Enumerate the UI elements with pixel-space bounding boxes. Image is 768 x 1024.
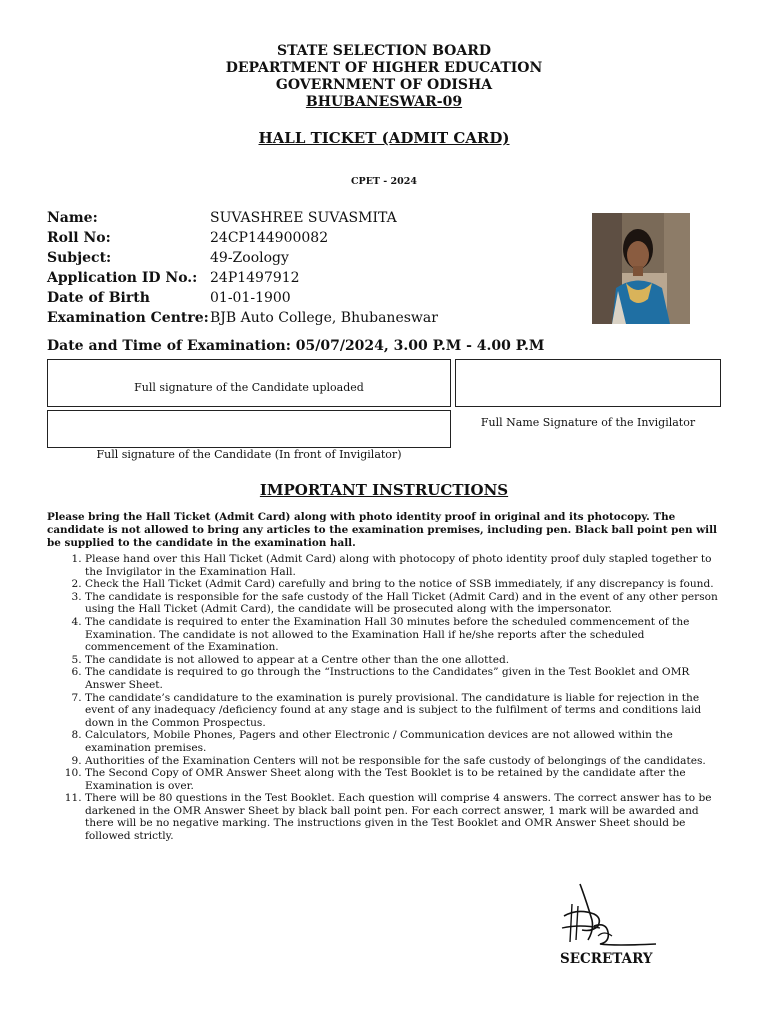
list-item: 7. The candidate’s candidature to the examination is purely provisional. The candidature is liable for rejection in the event of any inadequacy /deficiency found at any stage and is subject to the fulfilment of terms and conditions laid down in the Common Prospectus. bbox=[85, 692, 725, 730]
field-value: 24CP144900082 bbox=[210, 230, 329, 246]
info-row-dob bbox=[47, 288, 438, 308]
list-item: 2. Check the Hall Ticket (Admit Card) carefully and bring to the notice of SSB immediately, if any discrepancy is found. bbox=[85, 578, 725, 591]
field-value: 24P1497912 bbox=[210, 270, 300, 286]
field-label: Examination Centre: bbox=[47, 310, 209, 326]
exam-datetime: Date and Time of Examination: 05/07/2024, 3.00 P.M - 4.00 P.M bbox=[47, 338, 545, 354]
instructions-list bbox=[85, 553, 725, 843]
location: BHUBANESWAR-09 bbox=[305, 94, 463, 110]
field-value: 01-01-1900 bbox=[210, 290, 291, 306]
candidate-signature-box bbox=[47, 410, 451, 448]
page-title: HALL TICKET (ADMIT CARD) bbox=[258, 129, 510, 147]
list-item: 5. The candidate is not allowed to appear at a Centre other than the one allotted. bbox=[85, 654, 725, 667]
field-label: Roll No: bbox=[47, 230, 111, 246]
field-label: Date of Birth bbox=[47, 290, 150, 306]
info-row-application-id bbox=[47, 268, 438, 288]
candidate-signature-label: Full signature of the Candidate (In front of Invigilator) bbox=[96, 448, 402, 461]
info-row-subject bbox=[47, 248, 438, 268]
list-item: 11. There will be 80 questions in the Test Booklet. Each question will comprise 4 answers. The correct answer has to be darkened in the OMR Answer Sheet by black ball point pen. For each correct answer, 1 mark will be awarded and there will be no negative marking. The instructions given in the Test Booklet and OMR Answer Sheet should be followed strictly. bbox=[85, 792, 725, 842]
field-label: Application ID No.: bbox=[47, 270, 198, 286]
field-label: Name: bbox=[47, 210, 98, 226]
list-item: 10. The Second Copy of OMR Answer Sheet along with the Test Booklet is to be retained by the candidate after the Examination is over. bbox=[85, 767, 725, 792]
list-item: 4. The candidate is required to enter the Examination Hall 30 minutes before the scheduled commencement of the Examination. The candidate is not allowed to the Examination Hall if he/she reports after the scheduled commencement of the Examination. bbox=[85, 616, 725, 654]
info-row-centre bbox=[47, 308, 438, 328]
invigilator-signature-box bbox=[455, 359, 721, 407]
secretary-signature bbox=[558, 880, 662, 950]
secretary-title: SECRETARY bbox=[560, 951, 653, 967]
candidate-photo bbox=[592, 213, 690, 324]
board-name: STATE SELECTION BOARD bbox=[276, 43, 492, 59]
uploaded-signature-label: Full signature of the Candidate uploaded bbox=[134, 381, 364, 394]
field-value: BJB Auto College, Bhubaneswar bbox=[210, 310, 438, 326]
list-item: 3. The candidate is responsible for the safe custody of the Hall Ticket (Admit Card) and in the event of any other person using the Hall Ticket (Admit Card), the candidate will be prosecuted along with the impersonator. bbox=[85, 591, 725, 616]
list-item: 9. Authorities of the Examination Centers will not be responsible for the safe custody of belongings of the candidates. bbox=[85, 755, 725, 768]
instructions-heading: IMPORTANT INSTRUCTIONS bbox=[259, 481, 509, 499]
list-item: 6. The candidate is required to go through the “Instructions to the Candidates” given in the Test Booklet and OMR Answer Sheet. bbox=[85, 666, 725, 691]
field-label: Subject: bbox=[47, 250, 112, 266]
instructions-intro: Please bring the Hall Ticket (Admit Card) along with photo identity proof in original and its photocopy. The candidate is not allowed to bring any articles to the examination premises, including pen. Black ball point pen will be supplied to the candidate in the examination hall. bbox=[47, 511, 717, 549]
field-value: 49-Zoology bbox=[210, 250, 289, 266]
invigilator-signature-label: Full Name Signature of the Invigilator bbox=[480, 416, 696, 429]
info-row-roll bbox=[47, 228, 438, 248]
field-value: SUVASHREE SUVASMITA bbox=[210, 210, 397, 226]
uploaded-signature-box bbox=[47, 359, 451, 407]
exam-code: CPET - 2024 bbox=[350, 176, 417, 187]
info-row-name bbox=[47, 208, 438, 228]
department-name: DEPARTMENT OF HIGHER EDUCATION bbox=[225, 60, 543, 76]
list-item: 1. Please hand over this Hall Ticket (Admit Card) along with photocopy of photo identity proof duly stapled together to the Invigilator in the Examination Hall. bbox=[85, 553, 725, 578]
list-item: 8. Calculators, Mobile Phones, Pagers and other Electronic / Communication devices are not allowed within the examination premises. bbox=[85, 729, 725, 754]
candidate-info bbox=[47, 208, 438, 328]
government-name: GOVERNMENT OF ODISHA bbox=[275, 77, 493, 93]
